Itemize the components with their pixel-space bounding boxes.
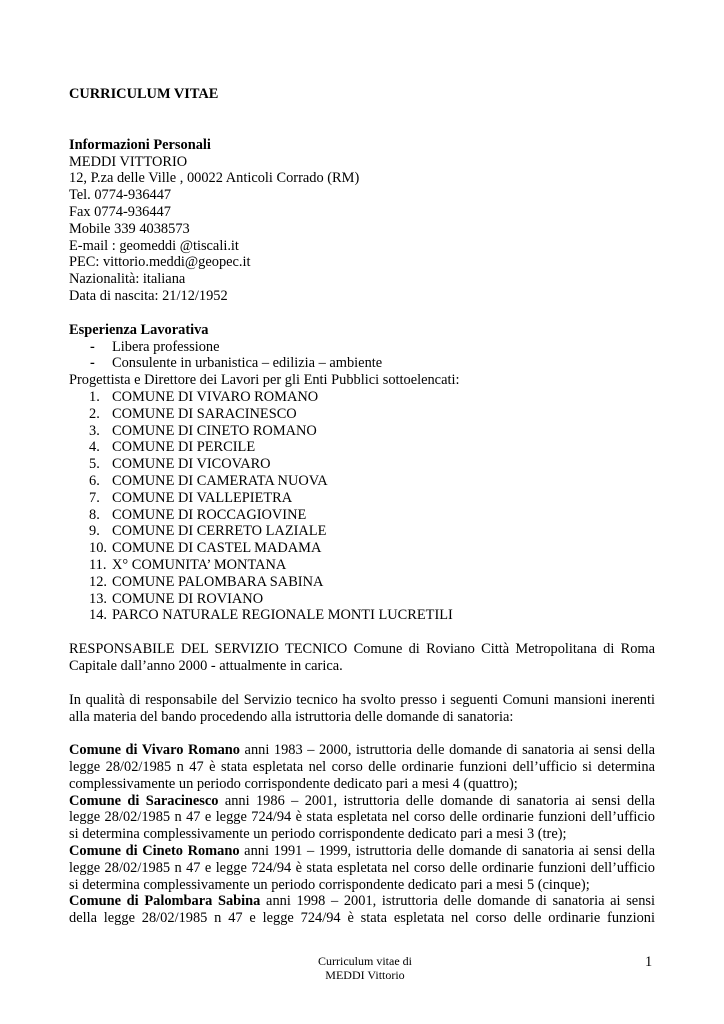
list-number: 4. [89,439,100,456]
list-number: 14. [89,607,107,624]
personal-fax: Fax 0774-936447 [69,203,171,220]
personal-heading: Informazioni Personali [69,136,211,153]
comune-text: anni 1991 – 1999, istruttoria delle domande di sanatoria ai sensi della [239,843,655,860]
comune-name: Comune di Vivaro Romano [69,742,240,759]
list-item [69,355,655,372]
comune-line [69,793,655,810]
list-item-text: Libera professione [112,338,220,355]
list-number: 12. [89,573,107,590]
list-item [69,439,655,456]
list-item-text: Consulente in urbanistica – edilizia – ambiente [112,355,383,372]
responsabile-line-1: RESPONSABILE DEL SERVIZIO TECNICO Comune di Roviano Città Metropolitana di Roma [69,641,655,658]
personal-name: MEDDI VITTORIO [69,153,188,170]
comune-line: si determina complessivamente un periodo corrispondente dedicato pari a mesi 5 (cinque); [69,876,590,893]
personal-mobile: Mobile 339 4038573 [69,220,190,237]
entity-name: COMUNE DI VICOVARO [112,456,271,473]
comune-line: legge 28/02/1985 n 47 è stata espletata nel corso delle ordinarie funzioni dell’ufficio si determina [69,759,655,776]
footer-line-2: MEDDI Vittorio [325,968,405,982]
list-number: 11. [89,556,107,573]
comune-name: Comune di Saracinesco [69,792,219,809]
comune-line [69,893,655,910]
entity-name: COMUNE DI CAMERATA NUOVA [112,472,328,489]
footer-caption [290,954,440,982]
entity-name: COMUNE PALOMBARA SABINA [112,573,324,590]
personal-birth: Data di nascita: 21/12/1952 [69,287,228,304]
list-number: 7. [89,489,100,506]
list-number: 6. [89,472,100,489]
list-number: 8. [89,506,100,523]
list-number: 10. [89,540,107,557]
entity-name: COMUNE DI CASTEL MADAMA [112,540,322,557]
comune-entry [69,742,655,792]
entity-name: COMUNE DI VALLEPIETRA [112,489,293,506]
personal-address: 12, P.za delle Ville , 00022 Anticoli Corrado (RM) [69,170,360,187]
list-item [69,423,655,440]
personal-email: E-mail : geomeddi @tiscali.it [69,237,239,254]
entity-name: COMUNE DI ROVIANO [112,590,264,607]
entity-name: COMUNE DI SARACINESCO [112,405,297,422]
entity-name: COMUNE DI VIVARO ROMANO [112,388,319,405]
list-number: 9. [89,523,100,540]
comune-entry [69,843,655,893]
document-title: CURRICULUM VITAE [69,86,219,102]
list-item [69,540,655,557]
entity-name: COMUNE DI CINETO ROMANO [112,422,317,439]
entity-name: COMUNE DI CERRETO LAZIALE [112,523,327,540]
list-item [69,473,655,490]
personal-nationality: Nazionalità: italiana [69,271,186,288]
comune-entry [69,793,655,843]
experience-heading: Esperienza Lavorativa [69,321,209,338]
list-number: 2. [89,405,100,422]
list-item [69,591,655,608]
page-number: 1 [645,954,653,970]
comune-text: anni 1998 – 2001, istruttoria delle domande di sanatoria ai sensi [260,893,655,910]
list-item [69,574,655,591]
list-item [69,406,655,423]
entity-list [69,389,655,624]
comune-line [69,742,655,759]
list-number: 5. [89,456,100,473]
dash-bullet: - [90,338,95,355]
comune-line: si determina complessivamente un periodo corrispondente dedicato pari a mesi 3 (tre); [69,826,567,843]
list-item [69,557,655,574]
list-item [69,456,655,473]
entity-name: COMUNE DI PERCILE [112,439,256,456]
experience-intro: Progettista e Direttore dei Lavori per gli Enti Pubblici sottoelencati: [69,372,460,389]
entity-name: PARCO NATURALE REGIONALE MONTI LUCRETILI [112,607,453,624]
list-item [69,490,655,507]
list-number: 1. [89,388,100,405]
comune-text: anni 1986 – 2001, istruttoria delle domande di sanatoria ai sensi della [218,792,655,809]
responsabile-line-2: Capitale dall’anno 2000 - attualmente in carica. [69,657,343,674]
entity-name: X° COMUNITA’ MONTANA [112,556,287,573]
document-page [69,86,655,927]
footer-line-1: Curriculum vitae di [318,954,412,968]
list-item [69,389,655,406]
comune-line: della legge 28/02/1985 n 47 e legge 724/94 è stata espletata nel corso delle ordinarie funzioni [69,910,655,927]
list-item [69,607,655,624]
list-item [69,523,655,540]
list-number: 13. [89,590,107,607]
comune-line: legge 28/02/1985 n 47 e legge 724/94 è stata espletata nel corso delle ordinarie funzioni dell’ufficio [69,809,655,826]
comune-line: complessivamente un periodo corrispondente dedicato pari a mesi 4 (quattro); [69,775,518,792]
dash-bullet: - [90,355,95,372]
personal-pec: PEC: vittorio.meddi@geopec.it [69,254,251,271]
personal-tel: Tel. 0774-936447 [69,187,172,204]
qualita-line-2: alla materia del bando procedendo alla istruttoria delle domande di sanatoria: [69,708,514,725]
comune-line [69,843,655,860]
list-item [69,507,655,524]
list-number: 3. [89,422,100,439]
comune-entry [69,893,655,927]
comune-name: Comune di Palombara Sabina [69,893,261,910]
comune-line: legge 28/02/1985 n 47 e legge 724/94 è stata espletata nel corso delle ordinarie funzioni dell’ufficio [69,859,655,876]
list-item [69,339,655,356]
qualita-line-1: In qualità di responsabile del Servizio tecnico ha svolto presso i seguenti Comuni mansioni inerenti [69,691,655,708]
entity-name: COMUNE DI ROCCAGIOVINE [112,506,307,523]
comune-name: Comune di Cineto Romano [69,843,240,860]
comune-text: anni 1983 – 2000, istruttoria delle domande di sanatoria ai sensi della [239,742,655,759]
